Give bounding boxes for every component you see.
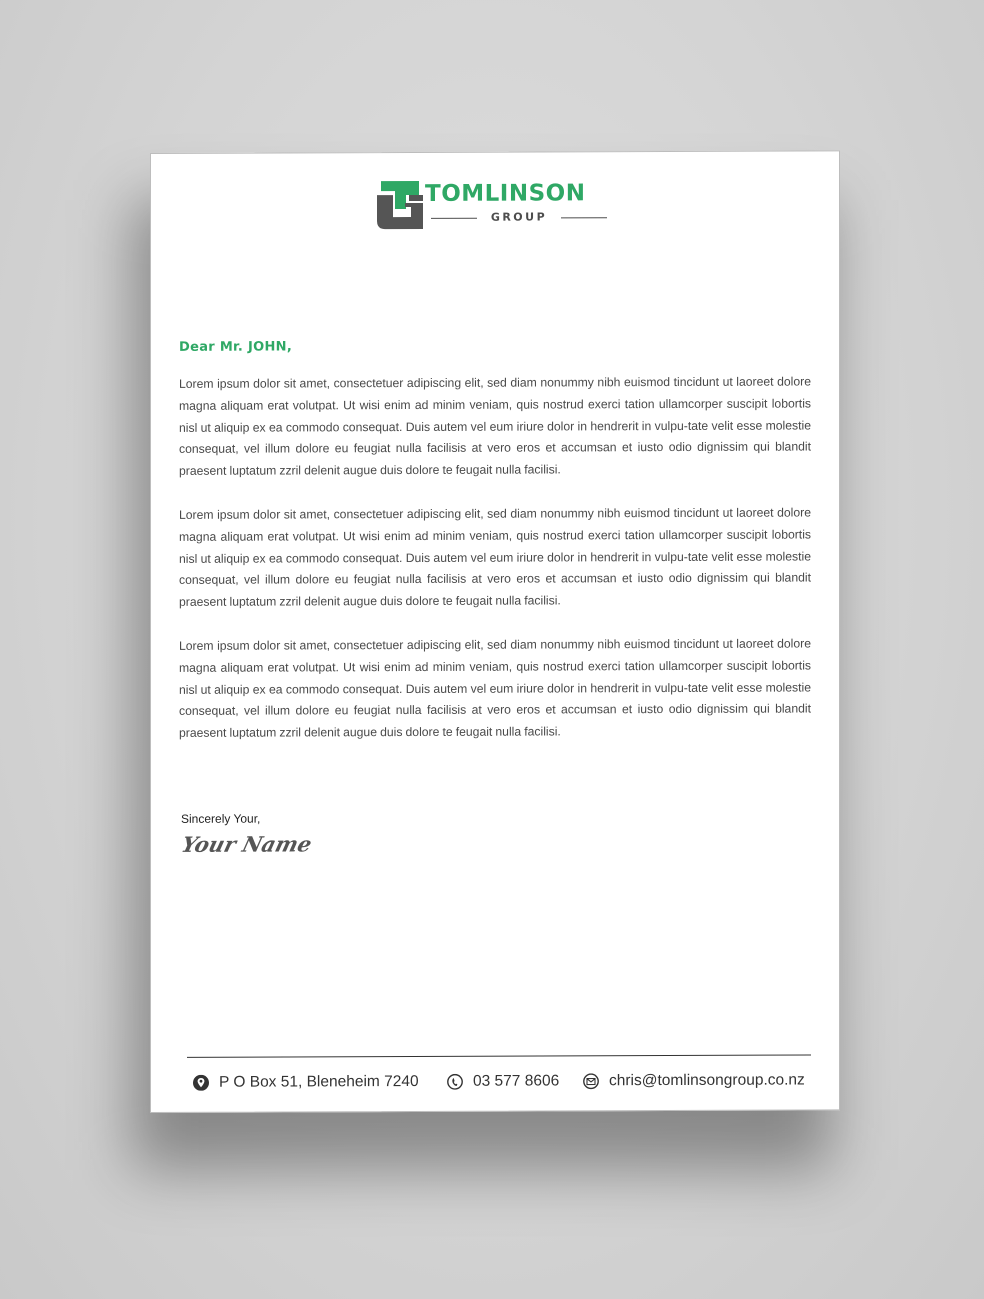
footer-email <box>583 1069 805 1092</box>
signature: Your Name <box>179 831 315 857</box>
location-pin-icon <box>193 1075 209 1091</box>
letter-body <box>179 371 811 766</box>
paragraph: Lorem ipsum dolor sit amet, consectetuer adipiscing elit, sed diam nonummy nibh euismod tincidunt ut laoreet dolore magna aliquam erat volutpat. Ut wisi enim ad minim veniam, quis nostrud exerci tation ullamcorper suscipit lobortis nisl ut aliquip ex ea commodo consequat. Duis autem vel eum iriure dolor in hendrerit in vulpu-tate velit esse molestie consequat, vel illum dolore eu feugiat nulla facilisis at vero eros et accumsan et iusto odio dignissim qui blandit praesent luptatum zzril delenit augue duis dolore te feugait nulla facilisi. <box>179 505 811 610</box>
phone-text: 03 577 8606 <box>473 1072 560 1090</box>
footer-address <box>193 1071 419 1094</box>
phone-icon <box>447 1074 463 1090</box>
tg-monogram-icon <box>373 177 427 231</box>
brand-name: TOMLINSON <box>425 180 586 207</box>
brand-rule-right <box>561 217 607 218</box>
brand-rule-left <box>431 218 477 219</box>
footer-contacts <box>193 1069 813 1093</box>
brand-subtitle <box>431 210 607 225</box>
email-text: chris@tomlinsongroup.co.nz <box>609 1071 805 1090</box>
paragraph: Lorem ipsum dolor sit amet, consectetuer adipiscing elit, sed diam nonummy nibh euismod tincidunt ut laoreet dolore magna aliquam erat volutpat. Ut wisi enim ad minim veniam, quis nostrud exerci tation ullamcorper suscipit lobortis nisl ut aliquip ex ea commodo consequat. Duis autem vel eum iriure dolor in hendrerit in vulpu-tate velit esse molestie consequat, vel illum dolore eu feugiat nulla facilisis at vero eros et accumsan et iusto odio dignissim qui blandit praesent luptatum zzril delenit augue duis dolore te feugait nulla facilisi. <box>179 636 811 741</box>
letterhead-sheet <box>150 150 840 1113</box>
email-icon <box>583 1073 599 1089</box>
footer-divider <box>187 1054 811 1057</box>
paragraph: Lorem ipsum dolor sit amet, consectetuer adipiscing elit, sed diam nonummy nibh euismod tincidunt ut laoreet dolore magna aliquam erat volutpat. Ut wisi enim ad minim veniam, quis nostrud exerci tation ullamcorper suscipit lobortis nisl ut aliquip ex ea commodo consequat. Duis autem vel eum iriure dolor in hendrerit in vulpu-tate velit esse molestie consequat, vel illum dolore eu feugiat nulla facilisis at vero eros et accumsan et iusto odio dignissim qui blandit praesent luptatum zzril delenit augue duis dolore te feugait nulla facilisi. <box>179 374 811 479</box>
footer-phone <box>447 1070 559 1092</box>
company-logo <box>373 176 613 235</box>
closing: Sincerely Your, <box>181 811 261 826</box>
salutation: Dear Mr. JOHN, <box>179 339 293 355</box>
address-text: P O Box 51, Bleneheim 7240 <box>219 1072 419 1091</box>
brand-sub-text: GROUP <box>490 210 548 224</box>
